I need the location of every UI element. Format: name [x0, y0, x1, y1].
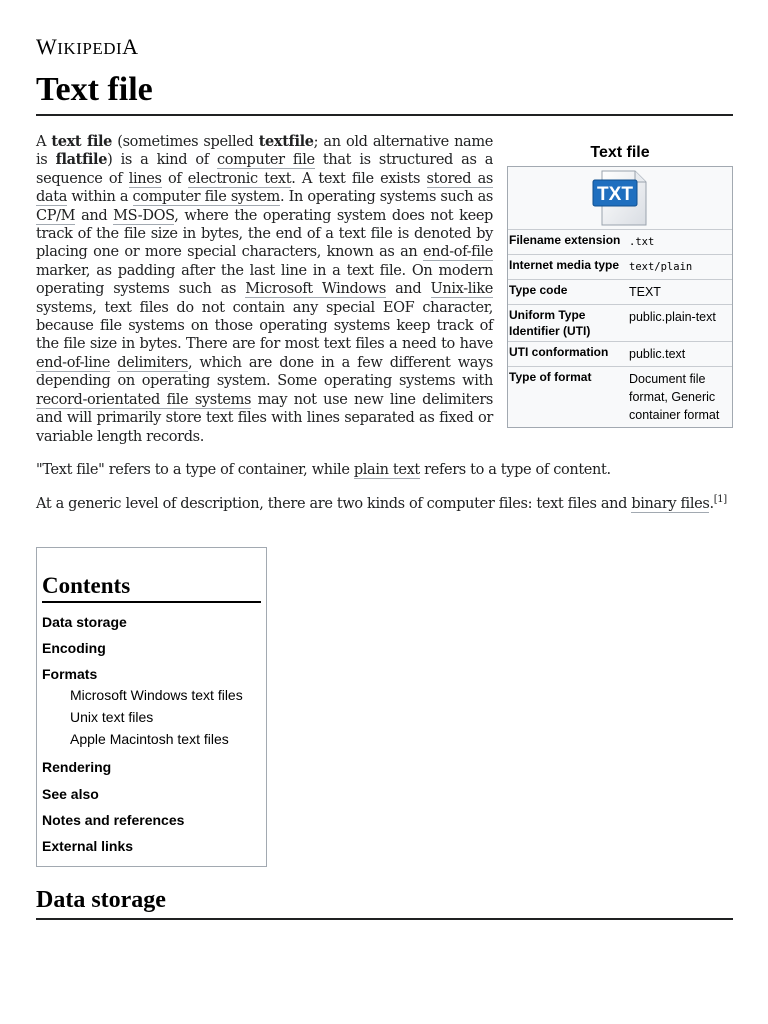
wordmark-first: W — [36, 34, 58, 59]
link-record-orientated-file-systems[interactable]: record-orientated file systems — [36, 391, 252, 408]
wordmark-last: A — [122, 34, 139, 59]
toc-item-data-storage[interactable]: Data storage — [42, 614, 127, 630]
infobox-row-value: Document file format, Generic container format — [629, 372, 720, 422]
link-cpm[interactable]: CP/M — [36, 207, 76, 224]
infobox-row — [508, 367, 732, 427]
section-heading-data-storage: Data storage — [36, 884, 733, 920]
link-ms-dos[interactable]: MS-DOS — [113, 207, 175, 224]
table-of-contents — [36, 547, 267, 867]
infobox-row — [508, 230, 732, 255]
toc-item-formats[interactable]: Formats — [42, 666, 98, 682]
infobox-image[interactable] — [508, 167, 732, 230]
infobox-row — [508, 305, 732, 342]
link-unix-like[interactable]: Unix-like — [430, 281, 494, 298]
infobox-row-header: UTI conformation — [509, 345, 609, 359]
infobox-table — [507, 166, 733, 428]
infobox-row-header: Internet media type — [509, 258, 620, 272]
wordmark-middle: IKIPEDI — [57, 39, 123, 58]
toc-item-apple-macintosh-text-files[interactable]: Apple Macintosh text files — [70, 731, 229, 747]
link-end-of-line[interactable]: end-of-line — [36, 354, 110, 371]
paragraph-container-vs-content: "Text file" refers to a type of container, while plain text refers to a type of content. — [36, 462, 611, 478]
infobox-row — [508, 280, 732, 305]
toc-item-rendering[interactable]: Rendering — [42, 759, 112, 775]
link-end-of-file[interactable]: end-of-file — [423, 244, 493, 261]
link-plain-text[interactable]: plain text — [353, 462, 420, 478]
txt-file-icon — [589, 169, 651, 227]
infobox-row — [508, 342, 732, 367]
link-delimiters[interactable]: delimiters — [117, 354, 189, 371]
link-stored-as-data[interactable]: stored as data — [36, 170, 493, 206]
toc-item-see-also[interactable]: See also — [42, 786, 99, 802]
infobox-row-value: TEXT — [629, 285, 661, 299]
toc-item-notes-and-references[interactable]: Notes and references — [42, 812, 185, 828]
link-microsoft-windows[interactable]: Microsoft Windows — [245, 281, 386, 298]
page-title: Text file — [36, 70, 733, 116]
reference-1[interactable]: [1] — [713, 494, 727, 506]
infobox-row-header: Uniform Type Identifier (UTI) — [509, 308, 591, 338]
toc-item-external-links[interactable]: External links — [42, 838, 134, 854]
toc-title: Contents — [42, 573, 261, 603]
txt-icon-label: TXT — [597, 184, 633, 205]
infobox-row-value: public.text — [629, 347, 686, 361]
infobox-row — [508, 255, 732, 280]
paragraph-kinds-of-files: At a generic level of description, there are two kinds of computer files: text files and binary files.[1] — [36, 494, 727, 512]
infobox — [507, 140, 733, 428]
infobox-row-header: Type of format — [509, 370, 592, 384]
wikipedia-wordmark[interactable] — [36, 34, 139, 60]
link-lines[interactable]: lines — [128, 170, 162, 187]
infobox-caption: Text file — [590, 144, 650, 161]
infobox-row-header: Filename extension — [509, 233, 621, 247]
link-computer-file-system[interactable]: computer file system — [132, 189, 280, 206]
infobox-row-value: text/plain — [629, 261, 693, 273]
toc-item-microsoft-windows-text-files[interactable]: Microsoft Windows text files — [70, 687, 243, 703]
link-binary-files[interactable]: binary files — [631, 496, 710, 512]
lead-paragraph: A text file (sometimes spelled textfile; an old alternative name is flatfile) is a kind of computer file that is structured as a sequence of lines of electronic text. A text file exists stored as data within a computer file system. In operating systems such as CP/M and MS-DOS, where the operating system does not keep track of the file size in bytes, the end of a text file is denoted by placing one or more special characters, known as an end-of-file marker, as padding after the last line in a text file. On modern operating systems such as Microsoft Windows and Unix-like systems, text files do not contain any special EOF character, because file systems on those operating systems keep track of the file size in bytes. There are for most text files a need to have end-of-line delimiters, which are done in a few different ways depending on operating system. Some operating systems with record-orientated file systems may not use new line delimiters and will primarily store text files with lines separated as fixed or variable length records. — [36, 133, 494, 445]
toc-item-encoding[interactable]: Encoding — [42, 640, 106, 656]
infobox-row-header: Type code — [509, 283, 568, 297]
toc-item-unix-text-files[interactable]: Unix text files — [70, 709, 154, 725]
link-computer-file[interactable]: computer file — [216, 152, 315, 169]
infobox-row-value: .txt — [629, 236, 655, 248]
infobox-row-value: public.plain-text — [629, 310, 716, 324]
link-electronic-text[interactable]: electronic text — [187, 170, 292, 187]
